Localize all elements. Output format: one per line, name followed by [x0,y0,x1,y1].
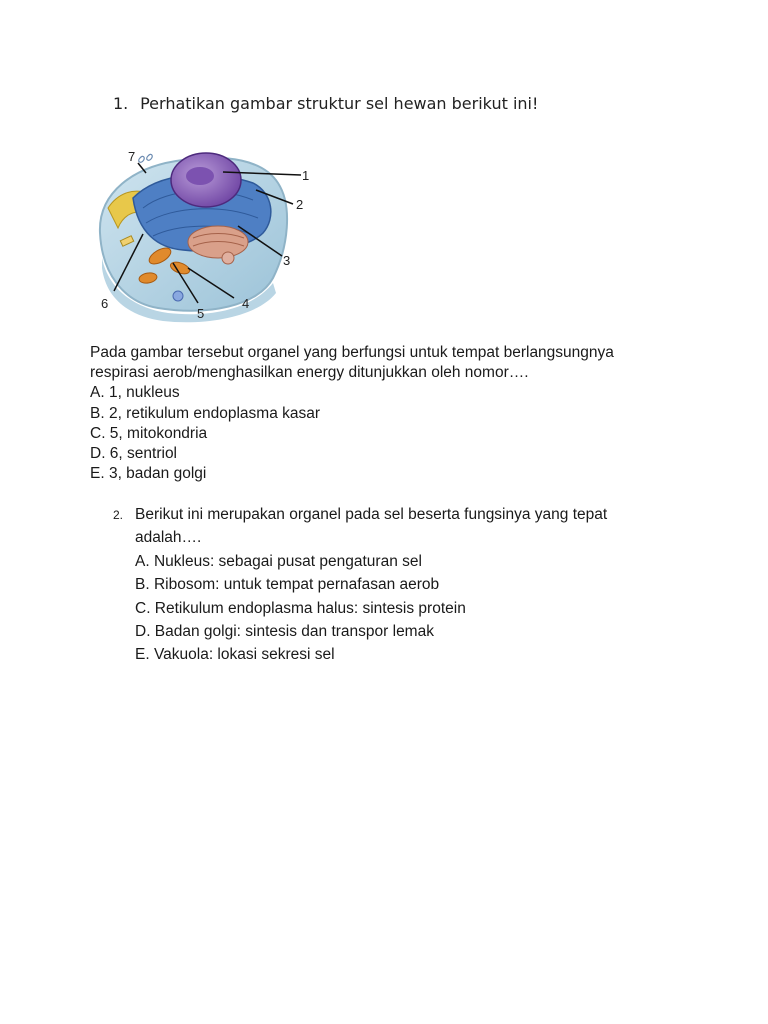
animal-cell-illustration [88,138,328,323]
question-1-number: 1. [113,94,129,113]
figure-label-5: 5 [197,306,205,321]
question-1-option-b: B. 2, retikulum endoplasma kasar [90,404,321,422]
question-1-stem-line-1: Pada gambar tersebut organel yang berfungsi untuk tempat berlangsungnya [90,344,614,361]
question-1-stem-line-2: respirasi aerob/menghasilkan energy ditunjukkan oleh nomor…. [90,364,529,382]
question-1-body [90,343,690,484]
question-2-option-e: E. Vakuola: lokasi sekresi sel [135,646,335,664]
question-2-body [135,503,673,667]
question-2-stem-line-2: adalah…. [135,529,202,547]
question-1-option-e: E. 3, badan golgi [90,465,207,483]
figure-label-4: 4 [242,296,250,311]
figure-label-6: 6 [101,296,109,311]
question-2-stem-line-1: Berikut ini merupakan organel pada sel beserta fungsinya yang tepat [135,506,608,523]
figure-label-2: 2 [296,197,304,212]
figure-label-3: 3 [283,253,291,268]
question-1-option-c: C. 5, mitokondria [90,424,208,442]
question-2-option-d: D. Badan golgi: sintesis dan transpor lemak [135,623,434,641]
question-2-option-a: A. Nukleus: sebagai pusat pengaturan sel [135,552,422,570]
question-1-option-a: A. 1, nukleus [90,384,180,402]
figure-label-7: 7 [128,149,136,164]
question-2-option-c: C. Retikulum endoplasma halus: sintesis protein [135,599,466,617]
question-1-title [113,94,538,113]
question-1-option-d: D. 6, sentriol [90,445,178,463]
question-2-number: 2. [113,508,124,522]
figure-label-1: 1 [302,168,310,183]
animal-cell-figure [88,138,328,323]
question-1-prompt: Perhatikan gambar struktur sel hewan berikut ini! [140,94,539,113]
question-2-option-b: B. Ribosom: untuk tempat pernafasan aerob [135,576,440,594]
question-2 [113,503,673,667]
